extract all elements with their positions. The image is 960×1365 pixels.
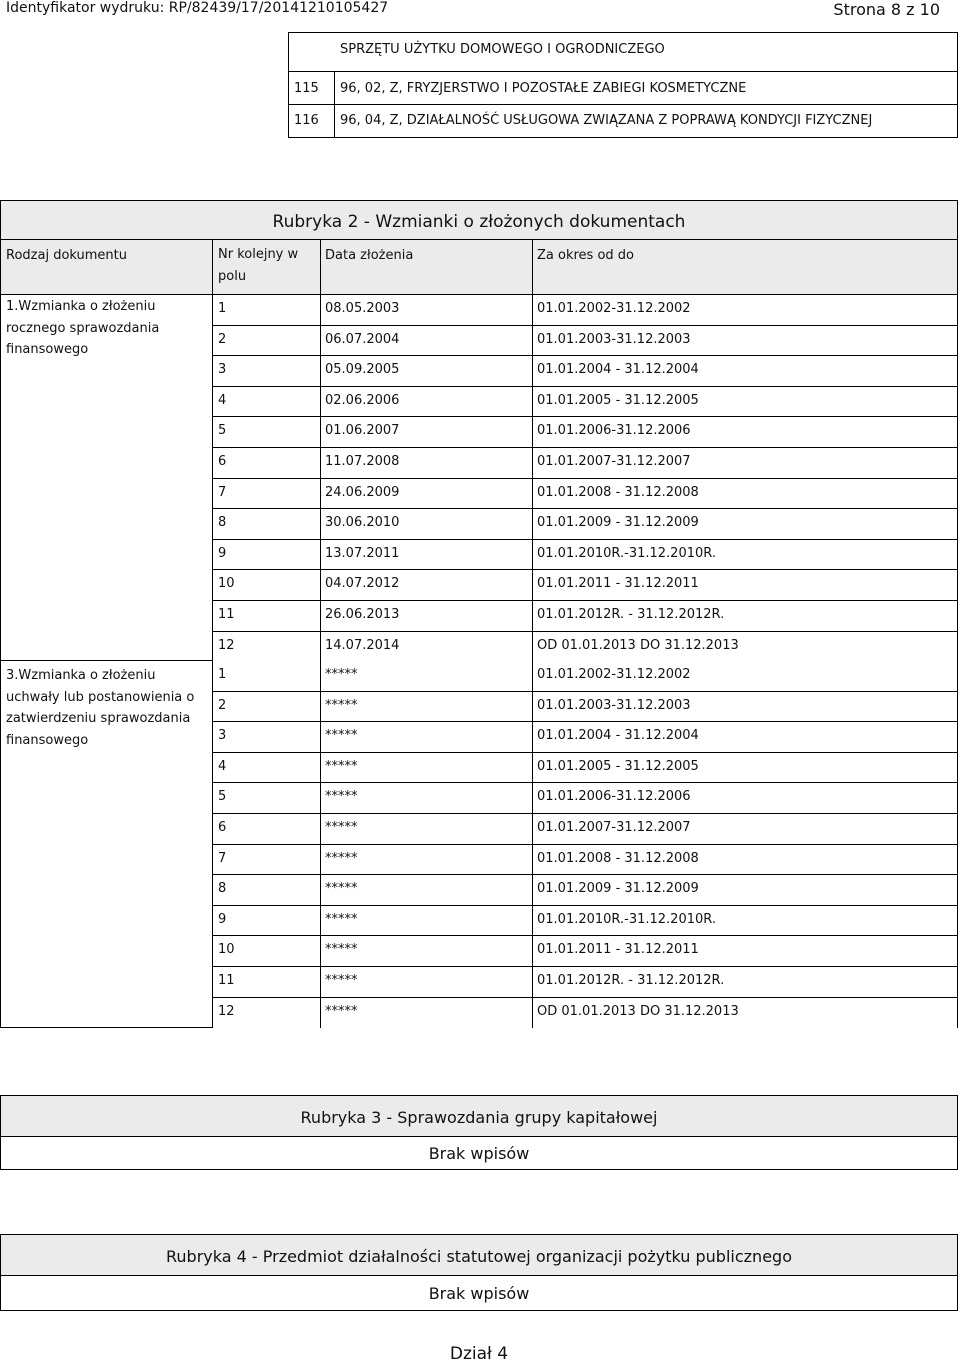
row-seq-number: 9: [218, 911, 227, 927]
row-date: 11.07.2008: [325, 454, 400, 469]
row-seq-number: 12: [218, 637, 235, 653]
row-seq-number: 10: [218, 942, 235, 958]
group-2-label: 3.Wzmianka o złożeniu uchwały lub postanowienia o zatwierdzeniu sprawozdania finansowego: [6, 668, 195, 748]
row-period: 01.01.2010R.-31.12.2010R.: [537, 911, 716, 927]
row-date: *****: [325, 758, 358, 774]
rubryka-4-title: Rubryka 4 - Przedmiot działalności statutowej organizacji pożytku publicznego: [166, 1247, 792, 1266]
row-date: *****: [325, 667, 358, 682]
row-period: 01.01.2011 - 31.12.2011: [537, 576, 699, 592]
row-date: 08.05.2003: [325, 301, 400, 316]
row-date: 30.06.2010: [325, 515, 400, 531]
row-date: 01.06.2007: [325, 423, 400, 439]
row-period: 01.01.2006-31.12.2006: [537, 423, 691, 439]
row-date: 24.06.2009: [325, 484, 400, 500]
row-period: 01.01.2002-31.12.2002: [537, 667, 691, 682]
row-seq-number: 5: [218, 789, 227, 805]
column-header-doc-type: Rodzaj dokumentu: [6, 248, 127, 263]
row-seq-number: 7: [218, 484, 227, 500]
row-seq-number: 1: [218, 301, 227, 316]
print-identifier: Identyfikator wydruku: RP/82439/17/20141210105427: [6, 0, 389, 16]
column-header-period: Za okres od do: [537, 248, 634, 263]
rubryka-3-empty: Brak wpisów: [428, 1144, 530, 1163]
column-header-seq: Nr kolejny w polu: [218, 247, 299, 284]
row-date: *****: [325, 728, 358, 744]
row-seq-number: 6: [218, 454, 227, 469]
row-period: 01.01.2005 - 31.12.2005: [537, 392, 699, 408]
row-seq-number: 11: [218, 973, 235, 988]
row-date: *****: [325, 911, 358, 927]
row-period: 01.01.2002-31.12.2002: [537, 301, 691, 316]
rubryka-2-title: Rubryka 2 - Wzmianki o złożonych dokumentach: [272, 212, 686, 232]
row-date: 13.07.2011: [325, 545, 400, 561]
rubryka-2-header-row: [0, 239, 958, 295]
row-date: 14.07.2014: [325, 637, 400, 653]
row-date: *****: [325, 881, 358, 897]
row-period: 01.01.2008 - 31.12.2008: [537, 484, 699, 500]
row-period: 01.01.2004 - 31.12.2004: [537, 728, 699, 744]
row-seq-number: 2: [218, 697, 227, 713]
row-seq-number: 8: [218, 881, 227, 897]
row-date: 02.06.2006: [325, 392, 400, 408]
row-seq-number: 4: [218, 758, 227, 774]
row-seq-number: 6: [218, 820, 227, 835]
row-period: 01.01.2008 - 31.12.2008: [537, 850, 699, 866]
rubryka-4-empty: Brak wpisów: [428, 1284, 530, 1303]
row-date: *****: [325, 1003, 358, 1019]
group-1-label: 1.Wzmianka o złożeniu rocznego sprawozdania finansowego: [6, 299, 160, 357]
activity-row-number: 116: [294, 113, 319, 128]
row-period: 01.01.2012R. - 31.12.2012R.: [537, 607, 725, 622]
column-header-date: Data złożenia: [325, 248, 414, 263]
row-period: OD 01.01.2013 DO 31.12.2013: [537, 1003, 739, 1019]
row-seq-number: 10: [218, 576, 235, 592]
row-seq-number: 3: [218, 362, 227, 378]
row-period: 01.01.2006-31.12.2006: [537, 789, 691, 805]
row-date: 06.07.2004: [325, 331, 400, 347]
row-period: 01.01.2007-31.12.2007: [537, 820, 691, 835]
row-date: *****: [325, 697, 358, 713]
row-seq-number: 3: [218, 728, 227, 744]
row-date: 04.07.2012: [325, 576, 400, 592]
section-footer: Dział 4: [449, 1344, 509, 1364]
activity-row-text: 96, 04, Z, DZIAŁALNOŚĆ USŁUGOWA ZWIĄZANA Z POPRAWĄ KONDYCJI FIZYCZNEJ: [340, 113, 873, 128]
row-period: 01.01.2012R. - 31.12.2012R.: [537, 973, 725, 988]
row-period: 01.01.2003-31.12.2003: [537, 697, 691, 713]
row-seq-number: 8: [218, 515, 227, 531]
row-period: 01.01.2010R.-31.12.2010R.: [537, 545, 716, 561]
row-seq-number: 11: [218, 607, 235, 622]
rubryka-3-title: Rubryka 3 - Sprawozdania grupy kapitałowej: [300, 1108, 658, 1127]
row-date: *****: [325, 942, 358, 958]
row-period: 01.01.2004 - 31.12.2004: [537, 362, 699, 378]
row-date: *****: [325, 973, 358, 988]
row-period: 01.01.2005 - 31.12.2005: [537, 758, 699, 774]
row-seq-number: 4: [218, 392, 227, 408]
row-period: 01.01.2003-31.12.2003: [537, 331, 691, 347]
row-period: 01.01.2011 - 31.12.2011: [537, 942, 699, 958]
row-seq-number: 7: [218, 850, 227, 866]
activity-row-text: SPRZĘTU UŻYTKU DOMOWEGO I OGRODNICZEGO: [340, 42, 665, 57]
row-date: *****: [325, 789, 358, 805]
activity-row-number: 115: [294, 81, 319, 96]
row-date: *****: [325, 820, 358, 835]
row-period: OD 01.01.2013 DO 31.12.2013: [537, 637, 739, 653]
row-seq-number: 9: [218, 545, 227, 561]
row-period: 01.01.2007-31.12.2007: [537, 454, 691, 469]
page-number: Strona 8 z 10: [833, 0, 940, 19]
row-date: 26.06.2013: [325, 607, 400, 622]
row-seq-number: 5: [218, 423, 227, 439]
row-seq-number: 1: [218, 667, 227, 682]
row-seq-number: 2: [218, 331, 227, 347]
row-period: 01.01.2009 - 31.12.2009: [537, 881, 699, 897]
row-seq-number: 12: [218, 1003, 235, 1019]
row-date: *****: [325, 850, 358, 866]
activity-row-text: 96, 02, Z, FRYZJERSTWO I POZOSTAŁE ZABIEGI KOSMETYCZNE: [340, 81, 747, 96]
row-date: 05.09.2005: [325, 362, 400, 378]
row-period: 01.01.2009 - 31.12.2009: [537, 515, 699, 531]
